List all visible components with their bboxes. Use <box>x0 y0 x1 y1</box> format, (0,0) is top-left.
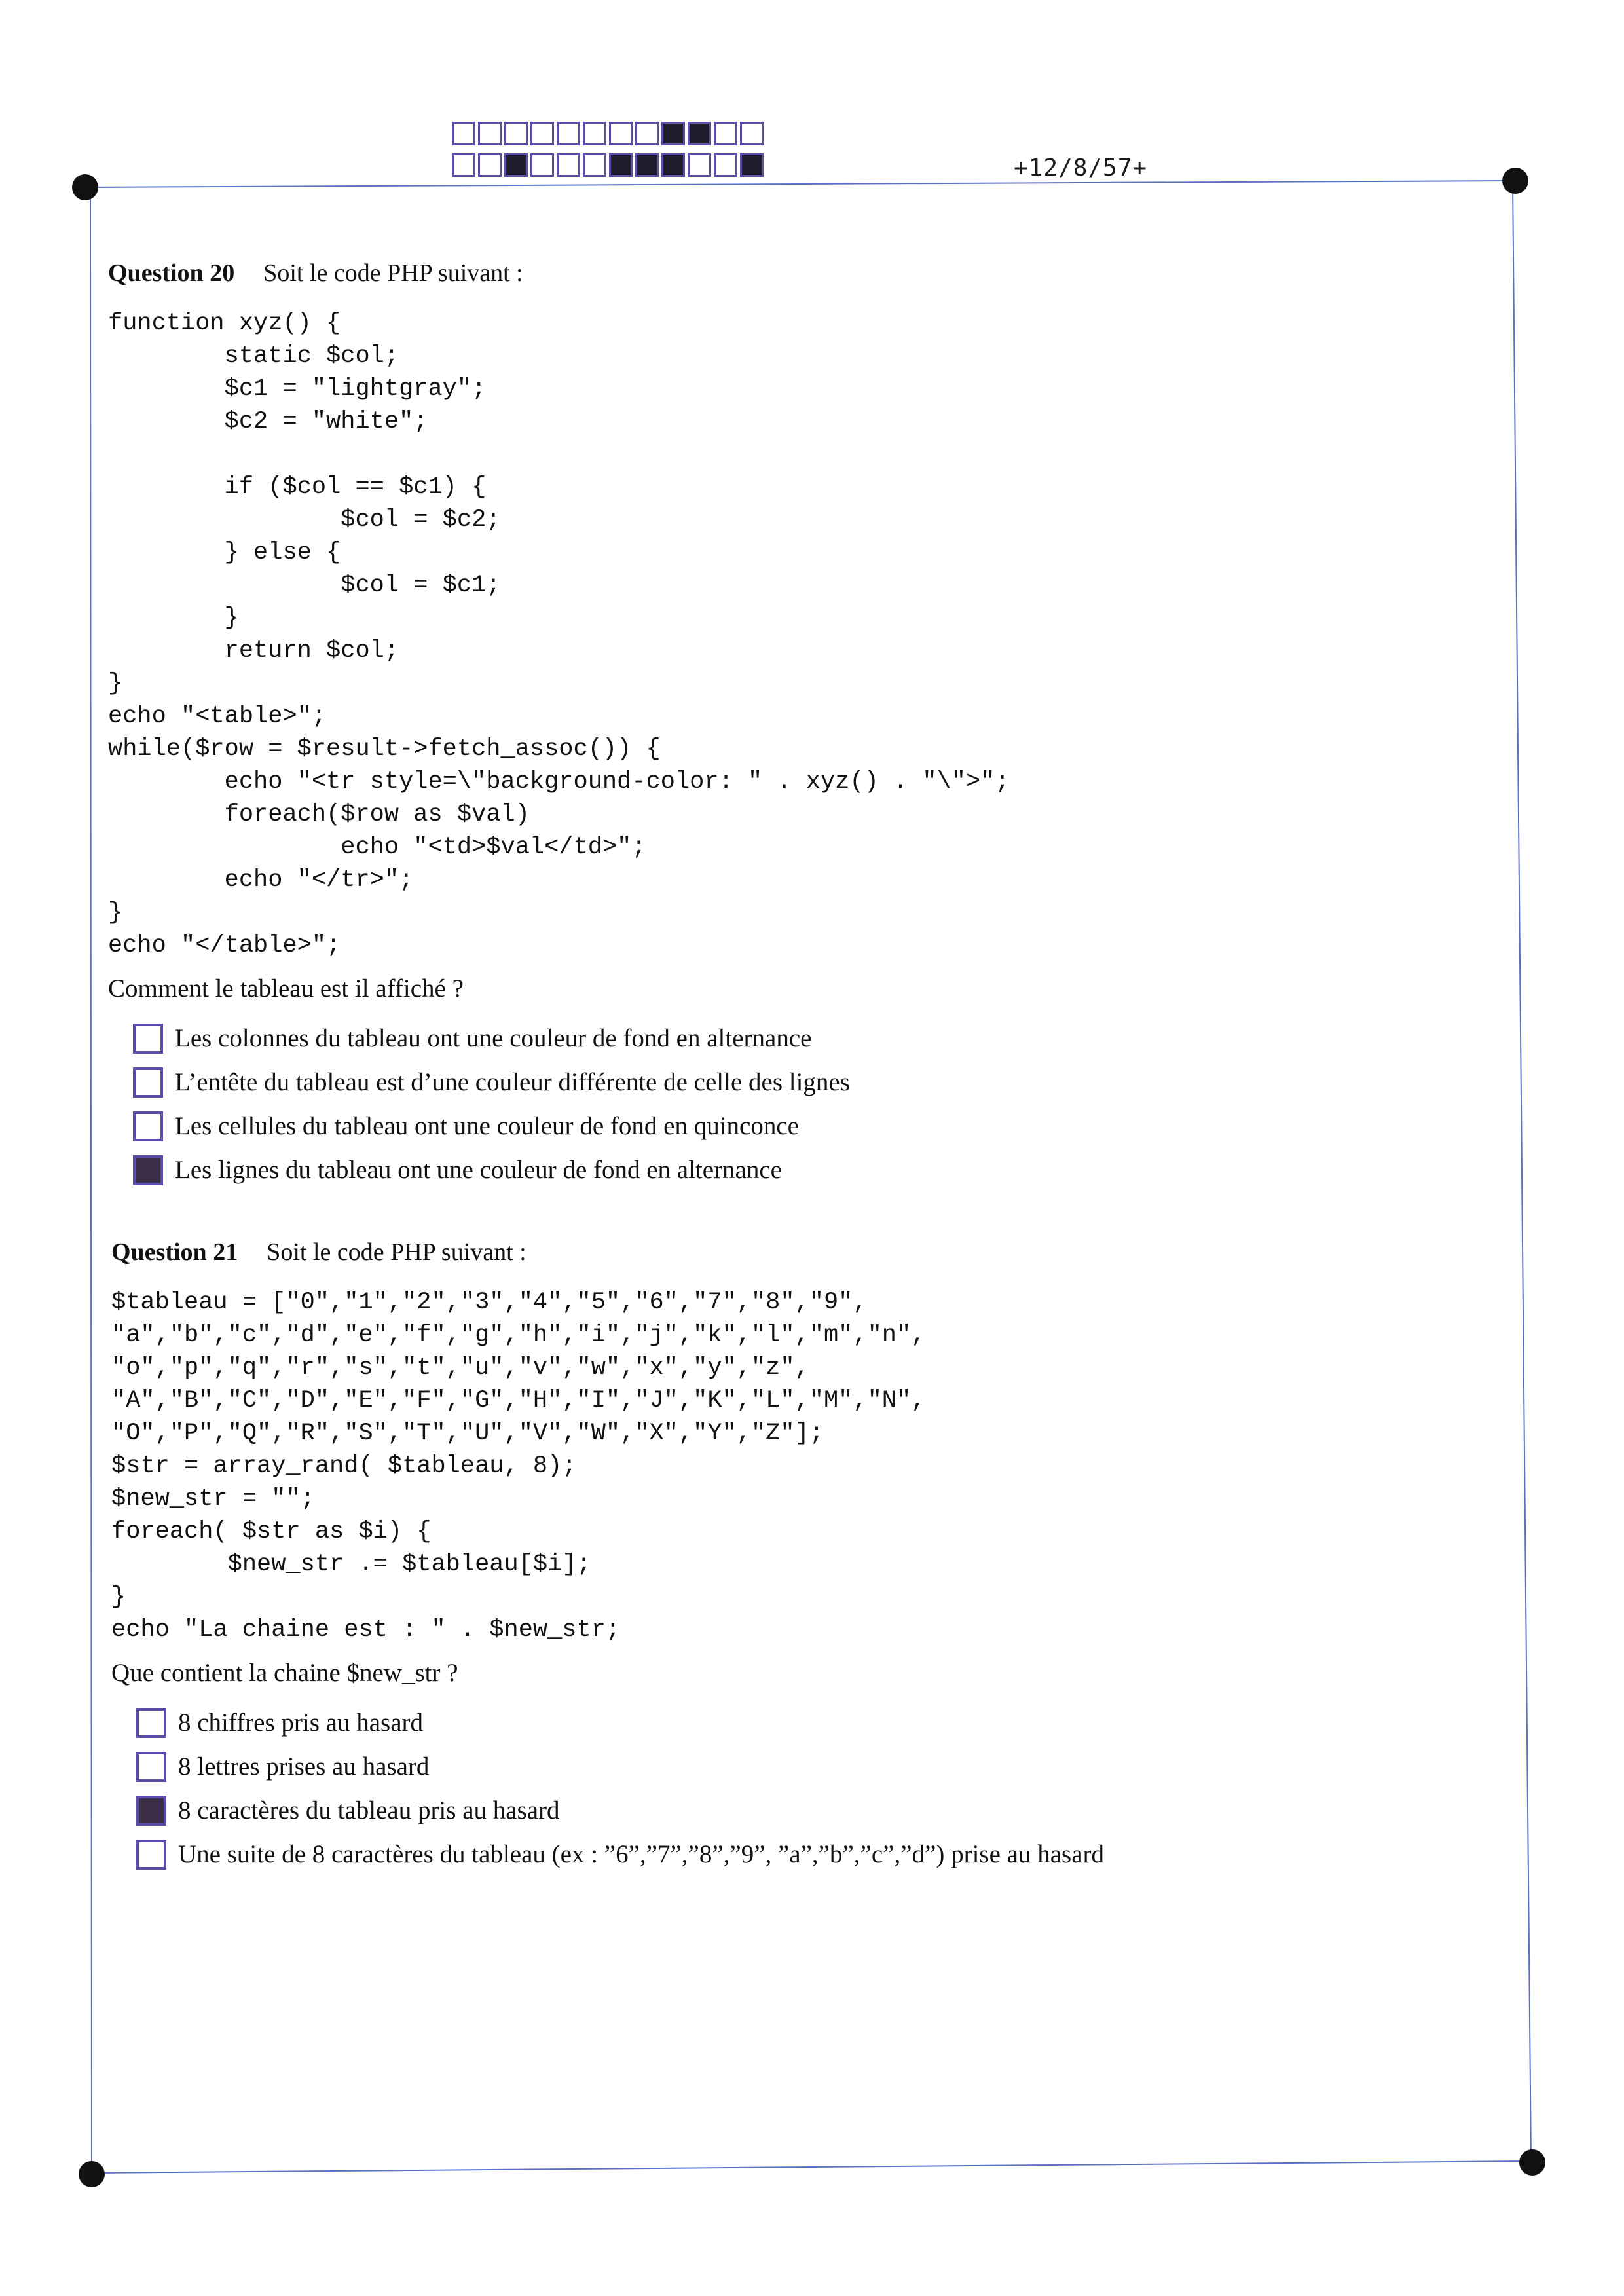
code-cell <box>635 153 659 177</box>
answer-option[interactable] <box>133 1060 1010 1104</box>
answer-label: Une suite de 8 caractères du tableau (ex : ”6”,”7”,”8”,”9”, ”a”,”b”,”c”,”d”) prise au hasard <box>178 1840 1104 1868</box>
answer-label: 8 chiffres pris au hasard <box>178 1709 423 1737</box>
code-cell <box>609 153 633 177</box>
question-intro: Soit le code PHP suivant : <box>267 1238 526 1266</box>
code-cell <box>661 122 685 145</box>
question-21 <box>111 1238 1104 1876</box>
corner-marker-top-left <box>72 174 98 200</box>
code-row-bottom <box>452 153 766 177</box>
code-cell <box>688 153 711 177</box>
answer-checkbox-checked[interactable] <box>136 1796 166 1826</box>
corner-marker-bottom-right <box>1519 2149 1545 2176</box>
code-cell <box>635 122 659 145</box>
code-cell <box>714 122 737 145</box>
code-cell <box>583 153 606 177</box>
code-cell <box>557 153 580 177</box>
code-cell <box>452 122 475 145</box>
answer-label: L’entête du tableau est d’une couleur différente de celle des lignes <box>175 1068 850 1096</box>
binary-code-strip <box>452 122 766 177</box>
answer-checkbox[interactable] <box>133 1024 163 1054</box>
answer-label: Les colonnes du tableau ont une couleur de fond en alternance <box>175 1024 812 1052</box>
answer-label: Les lignes du tableau ont une couleur de fond en alternance <box>175 1156 782 1184</box>
code-cell <box>740 153 764 177</box>
code-cell <box>530 122 554 145</box>
code-row-top <box>452 122 766 145</box>
code-cell <box>740 122 764 145</box>
answer-option[interactable] <box>136 1745 1104 1788</box>
question-intro: Soit le code PHP suivant : <box>263 259 523 287</box>
answer-checkbox[interactable] <box>136 1752 166 1782</box>
php-code-block: $tableau = ["0","1","2","3","4","5","6","7","8","9", "a","b","c","d","e","f","g","h","i","j","k","l","m","n", "o","p","q","r","s","t","u","v","w","x","y","z", "A","B","C","D","E","F","G","H","I","J","K","L","M","N", "O","P","Q","R","S","T","U","V","W","X","Y","Z"]; $str = array_rand( $tableau, 8); $new_str = ""; foreach( $str as $i) { $new_str .= $tableau[$i]; } echo "La chaine est : " . $new_str; <box>111 1289 926 1644</box>
answer-option[interactable] <box>136 1788 1104 1832</box>
php-code-block: function xyz() { static $col; $c1 = "lightgray"; $c2 = "white"; if ($col == $c1) { $col = $c2; } else { $col = $c1; } return $col; } echo "<table>"; while($row = $result->fetch_assoc()) { echo "<tr style=\"background-color: " . xyz() . "\">"; foreach($row as $val) echo "<td>$val</td>"; echo "</tr>"; } echo "</table>"; <box>108 310 1010 959</box>
code-cell <box>530 153 554 177</box>
answer-label: 8 lettres prises au hasard <box>178 1752 430 1781</box>
code-cell <box>557 122 580 145</box>
page-id: +12/8/57+ <box>1014 155 1148 181</box>
code-cell <box>478 122 502 145</box>
corner-marker-top-right <box>1502 168 1528 194</box>
question-number: Question 21 <box>111 1238 238 1266</box>
answer-option[interactable] <box>133 1148 1010 1192</box>
code-cell <box>714 153 737 177</box>
code-cell <box>478 153 502 177</box>
answer-list <box>133 1016 1010 1192</box>
answer-list <box>136 1701 1104 1876</box>
corner-marker-bottom-left <box>79 2161 105 2187</box>
code-cell <box>688 122 711 145</box>
code-cell <box>452 153 475 177</box>
code-cell <box>609 122 633 145</box>
question-number: Question 20 <box>108 259 235 287</box>
answer-option[interactable] <box>133 1104 1010 1148</box>
answer-checkbox[interactable] <box>136 1840 166 1870</box>
answer-checkbox[interactable] <box>136 1708 166 1738</box>
answer-option[interactable] <box>136 1832 1104 1876</box>
answer-checkbox[interactable] <box>133 1067 163 1098</box>
answer-checkbox-checked[interactable] <box>133 1155 163 1185</box>
question-20 <box>108 259 1010 1192</box>
question-prompt: Que contient la chaine $new_str ? <box>111 1659 458 1687</box>
answer-label: 8 caractères du tableau pris au hasard <box>178 1796 560 1824</box>
answer-option[interactable] <box>133 1016 1010 1060</box>
answer-checkbox[interactable] <box>133 1111 163 1141</box>
question-header <box>108 259 1010 287</box>
code-cell <box>661 153 685 177</box>
code-cell <box>504 153 528 177</box>
code-cell <box>583 122 606 145</box>
question-header <box>111 1238 1104 1267</box>
code-cell <box>504 122 528 145</box>
answer-label: Les cellules du tableau ont une couleur de fond en quinconce <box>175 1112 799 1140</box>
question-prompt: Comment le tableau est il affiché ? <box>108 974 464 1003</box>
answer-option[interactable] <box>136 1701 1104 1745</box>
